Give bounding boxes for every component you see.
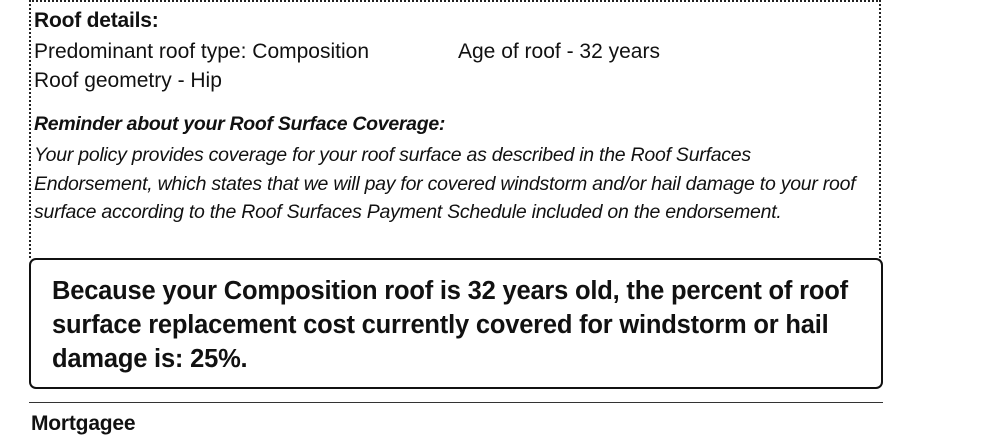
roof-geometry-text: Roof geometry - Hip — [34, 69, 222, 92]
roof-details-heading: Roof details: — [34, 9, 159, 32]
mortgagee-heading: Mortgagee — [31, 412, 136, 435]
roof-type-text: Predominant roof type: Composition — [34, 40, 370, 63]
coverage-callout-box — [29, 258, 883, 389]
roof-age-text: Age of roof - 32 years — [458, 40, 660, 63]
reminder-heading: Reminder about your Roof Surface Coverage: — [34, 113, 446, 135]
coverage-callout-text: Because your Composition roof is 32 years old, the percent of roof surface replacement cost currently covered for windstorm or hail damage is: 25%. — [52, 277, 848, 373]
section-divider — [29, 402, 883, 403]
reminder-body-text: Your policy provides coverage for your roof surface as described in the Roof Surfaces Endorsement, which states that we will pay for covered windstorm and/or hail damage to your roof surface according to the Roof Surfaces Payment Schedule included on the endorsement. — [34, 144, 856, 223]
